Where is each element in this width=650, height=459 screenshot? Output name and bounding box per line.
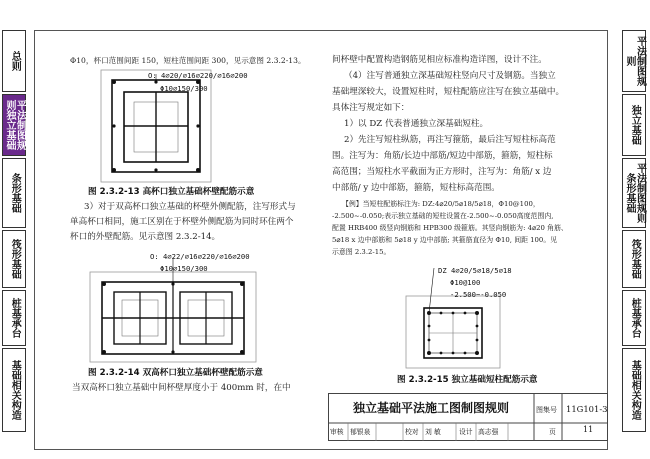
design-label: 设计	[459, 428, 473, 436]
right-line3: 基础埋深较大，设置短柱时，短柱配筋应注写在独立基础中。	[332, 87, 565, 97]
fig15-label2: Φ10@100	[450, 278, 481, 287]
figure-2-3-2-14	[88, 248, 328, 364]
checker: 刘 敏	[425, 428, 441, 436]
right-tab-2[interactable]: 平法制图规则条形基础	[622, 158, 646, 228]
review-label: 审核	[330, 428, 344, 436]
right-line5: 1）以 DZ 代表普通独立深基础短柱。	[344, 119, 489, 129]
reviewer: 郁银泉	[350, 428, 371, 436]
left-tab-3[interactable]: 条形基础	[2, 158, 26, 228]
fig13-label2: Φ10⌀150/300	[160, 84, 208, 93]
left-tab-0[interactable]: 总则	[2, 30, 26, 92]
fig14-label1: O: 4⌀22/⌀16⌀220/⌀16⌀200	[150, 252, 250, 261]
left-tab-5[interactable]: 桩基承台	[2, 290, 26, 346]
right-tab-6[interactable]: 基础相关构造	[622, 348, 646, 432]
example-line5: 示意图 2.3.2-15。	[332, 248, 391, 256]
title-block-title: 独立基础平法施工图制图规则	[352, 401, 509, 415]
right-line6: 2）先注写短柱纵筋，再注写箍筋，最后注写短柱标高范	[344, 135, 556, 145]
right-line2: （4）注写普通独立深基础短柱竖向尺寸及钢筋。当独立	[344, 71, 556, 81]
right-line1: 间杯壁中配置构造钢筋见相应标准构造详图，设计不注。	[332, 55, 547, 65]
left-para1-line3: 杯口的外壁配筋。见示意图 2.3.2-14。	[70, 232, 221, 242]
example-line3: 配置 HRB400 级竖向钢筋和 HPB300 级箍筋。其竖向钢筋为: 4⌀20 角筋、	[332, 224, 568, 232]
example-line2: -2.500~-0.050;表示独立基础的短柱设置在-2.500~-0.050高度范围内,	[332, 212, 554, 220]
designer: 高志强	[478, 428, 499, 436]
left-tab-2[interactable]: 平法制图规则独立基础	[2, 94, 26, 156]
right-tab-0[interactable]: 平法制图规则	[622, 30, 646, 92]
fig13-label1: O: 4⌀20/⌀16⌀220/⌀16⌀200	[148, 71, 248, 80]
right-tab-4[interactable]: 筏形基础	[622, 230, 646, 288]
fig15-label1: DZ 4⌀20/5⌀18/5⌀18	[438, 266, 512, 275]
fig14-label2: Φ10⌀150/300	[160, 264, 208, 273]
right-line8: 高范围；当短柱水平截面为正方形时，注写为：角筋/ x 边	[332, 167, 552, 177]
page-label: 页	[549, 428, 556, 436]
example-line1: 【例】当短柱配筋标注为: DZ:4⌀20/5⌀18/5⌀18，Φ10@100，	[342, 200, 540, 208]
page-number: 11	[583, 425, 594, 434]
example-line4: 5⌀18 x 边中部筋和 5⌀18 y 边中部筋; 其箍筋直径为 Φ10, 间距 100。见	[332, 236, 558, 244]
right-tab-5[interactable]: 桩基承台	[622, 290, 646, 346]
right-line9: 中部筋/ y 边中部筋，箍筋，短柱标高范围。	[332, 183, 500, 193]
fig15-label3: -2.500~-0.050	[450, 290, 507, 299]
fig13-caption: 图 2.3.2-13 高杯口独立基础杯壁配筋示意	[88, 187, 255, 197]
check-label: 校对	[405, 428, 419, 436]
right-line7: 围。注写为：角筋/长边中部筋/短边中部筋，箍筋，短柱标	[332, 151, 553, 161]
right-line4: 具体注写规定如下：	[332, 103, 410, 113]
left-para1-line2: 单高杯口相同，施工区别在于杯壁外侧配筋为同时环住两个	[70, 217, 294, 227]
left-top-line: Φ10，杯口范围间距 150，短柱范围间距 300，见示意图 2.3.2-13。	[70, 56, 306, 65]
fig15-caption: 图 2.3.2-15 独立基础短柱配筋示意	[397, 375, 538, 385]
left-tab-6[interactable]: 基础相关构造	[2, 348, 26, 432]
right-tab-1[interactable]: 独立基础	[622, 94, 646, 156]
left-tab-4[interactable]: 筏形基础	[2, 230, 26, 288]
atlas-label: 图集号	[536, 406, 557, 414]
figure-2-3-2-13	[100, 68, 320, 186]
atlas-number: 11G101-3	[566, 404, 608, 414]
fig14-caption: 图 2.3.2-14 双高杯口独立基础杯壁配筋示意	[88, 368, 263, 378]
left-para1-line1: 3）对于双高杯口独立基础的杯壁外侧配筋，注写形式与	[84, 202, 296, 212]
left-bottom-line: 当双高杯口独立基础中间杯壁厚度小于 400mm 时，在中	[72, 383, 291, 393]
